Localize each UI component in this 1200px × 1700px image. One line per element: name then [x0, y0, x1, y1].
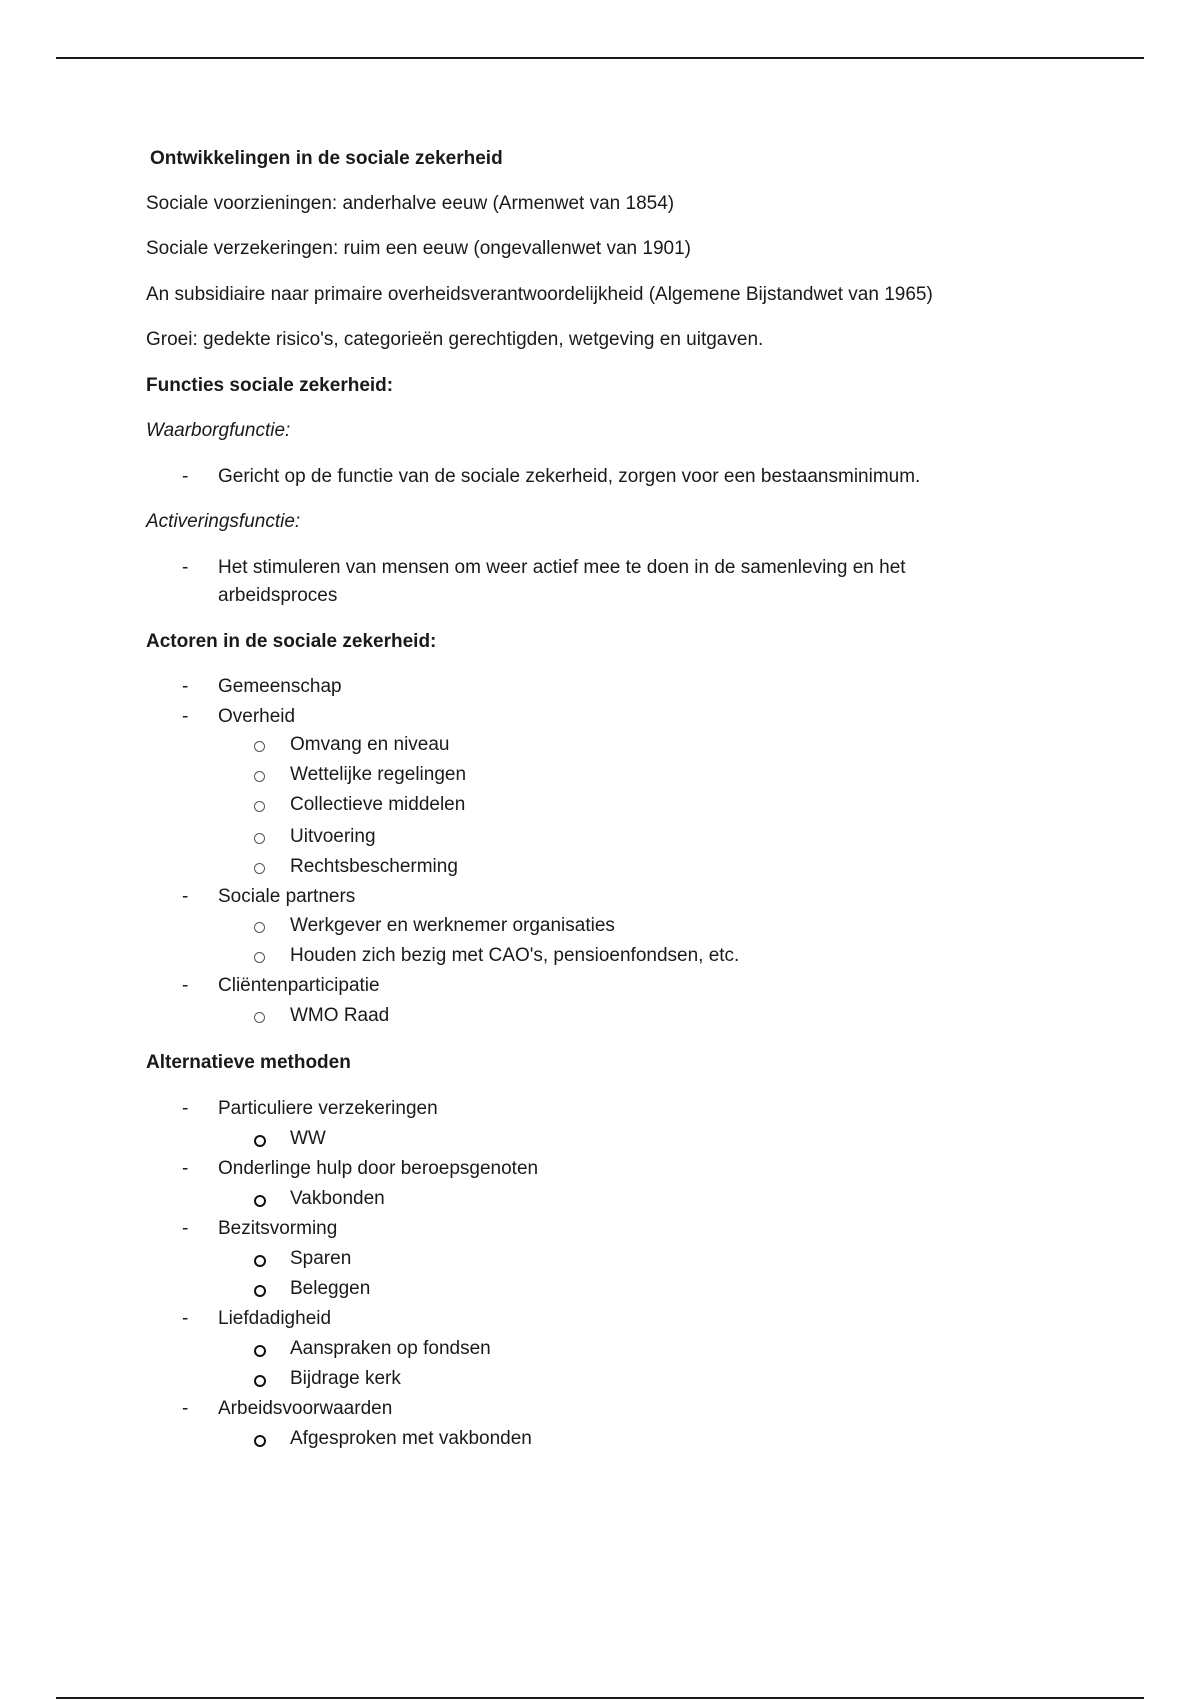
circle-bullet-icon — [254, 1345, 266, 1357]
bottom-rule — [56, 1697, 1144, 1699]
dash-bullet: - — [182, 1218, 189, 1239]
intro-line: Groei: gedekte risico's, categorieën gerechtigden, wetgeving en uitgaven. — [146, 329, 764, 350]
top-rule — [56, 57, 1144, 59]
sub-list-item: Uitvoering — [290, 826, 376, 847]
sub-list-item: WMO Raad — [290, 1005, 390, 1026]
sub-list-item: WW — [290, 1128, 326, 1149]
circle-bullet-icon — [254, 771, 265, 782]
section-heading-functies: Functies sociale zekerheid: — [146, 375, 394, 396]
circle-bullet-icon — [254, 833, 265, 844]
circle-bullet-icon — [254, 863, 265, 874]
circle-bullet-icon — [254, 922, 265, 933]
section-heading-ontwikkelingen: Ontwikkelingen in de sociale zekerheid — [150, 148, 503, 169]
section-heading-alternatieve: Alternatieve methoden — [146, 1052, 351, 1073]
circle-bullet-icon — [254, 952, 265, 963]
list-item: Overheid — [218, 706, 296, 727]
circle-bullet-icon — [254, 1285, 266, 1297]
sub-list-item: Beleggen — [290, 1278, 371, 1299]
circle-bullet-icon — [254, 1012, 265, 1023]
dash-bullet: - — [182, 1158, 189, 1179]
sub-list-item: Rechtsbescherming — [290, 856, 458, 877]
sub-list-item: Houden zich bezig met CAO's, pensioenfondsen, etc. — [290, 945, 740, 966]
sub-list-item: Vakbonden — [290, 1188, 385, 1209]
list-item: Liefdadigheid — [218, 1308, 332, 1329]
dash-bullet: - — [182, 1398, 189, 1419]
circle-bullet-icon — [254, 1195, 266, 1207]
list-item: Cliëntenparticipatie — [218, 975, 380, 996]
intro-line: An subsidiaire naar primaire overheidsverantwoordelijkheid (Algemene Bijstandwet van 1965) — [146, 284, 933, 305]
list-item: Arbeidsvoorwaarden — [218, 1398, 393, 1419]
list-item-continuation: arbeidsproces — [218, 585, 338, 606]
section-heading-actoren: Actoren in de sociale zekerheid: — [146, 631, 437, 652]
circle-bullet-icon — [254, 801, 265, 812]
sub-list-item: Bijdrage kerk — [290, 1368, 401, 1389]
list-item: Het stimuleren van mensen om weer actief mee te doen in de samenleving en het — [218, 557, 906, 578]
dash-bullet: - — [182, 886, 189, 907]
dash-bullet: - — [182, 1098, 189, 1119]
circle-bullet-icon — [254, 1375, 266, 1387]
dash-bullet: - — [182, 557, 189, 578]
list-item: Sociale partners — [218, 886, 356, 907]
intro-line: Sociale voorzieningen: anderhalve eeuw (Armenwet van 1854) — [146, 193, 675, 214]
sub-list-item: Aanspraken op fondsen — [290, 1338, 491, 1359]
intro-line: Sociale verzekeringen: ruim een eeuw (ongevallenwet van 1901) — [146, 238, 691, 259]
sub-list-item: Collectieve middelen — [290, 794, 466, 815]
dash-bullet: - — [182, 676, 189, 697]
list-item: Onderlinge hulp door beroepsgenoten — [218, 1158, 539, 1179]
sub-list-item: Sparen — [290, 1248, 352, 1269]
sub-list-item: Werkgever en werknemer organisaties — [290, 915, 615, 936]
circle-bullet-icon — [254, 1255, 266, 1267]
list-item: Particuliere verzekeringen — [218, 1098, 438, 1119]
circle-bullet-icon — [254, 1135, 266, 1147]
sub-list-item: Afgesproken met vakbonden — [290, 1428, 532, 1449]
dash-bullet: - — [182, 466, 189, 487]
dash-bullet: - — [182, 1308, 189, 1329]
subheading-waarborgfunctie: Waarborgfunctie: — [146, 420, 291, 441]
sub-list-item: Omvang en niveau — [290, 734, 450, 755]
circle-bullet-icon — [254, 741, 265, 752]
sub-list-item: Wettelijke regelingen — [290, 764, 467, 785]
list-item: Bezitsvorming — [218, 1218, 338, 1239]
circle-bullet-icon — [254, 1435, 266, 1447]
subheading-activeringsfunctie: Activeringsfunctie: — [146, 511, 301, 532]
dash-bullet: - — [182, 975, 189, 996]
dash-bullet: - — [182, 706, 189, 727]
list-item: Gemeenschap — [218, 676, 342, 697]
list-item: Gericht op de functie van de sociale zekerheid, zorgen voor een bestaansminimum. — [218, 466, 921, 487]
